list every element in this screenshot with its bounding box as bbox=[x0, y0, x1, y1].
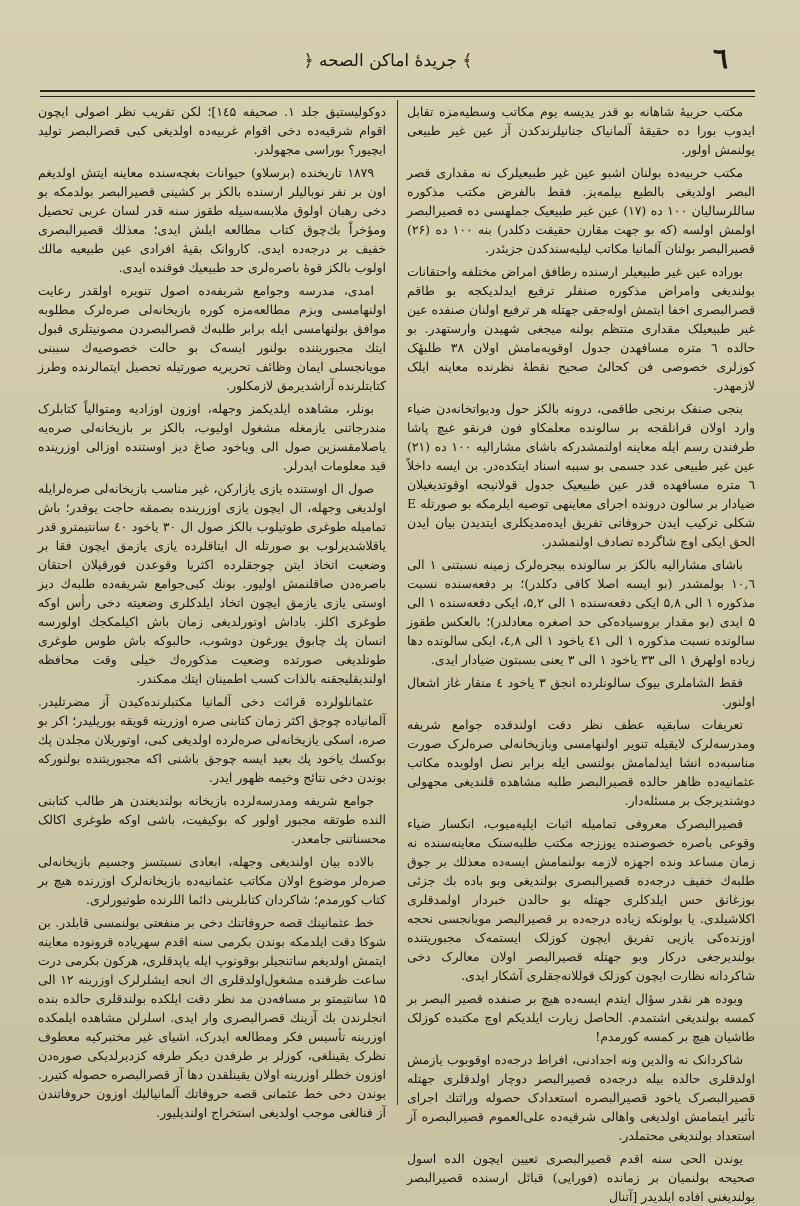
paragraph: صول ال اوستنده یازی یازارکن، غیر مناسب بازیخانه‌لی صره‌لرایله اولدیغی وجهله، ال ایچون یازی اوزرینده بصمقه حاجت یوقدر؛ باش تمامیله طوغری طوتیلوب بالکز صول ال ۳۰ یاخود ٤۰ سانتیمترو قدر یاقلاشدیرلوب بو صورتله ال ایتاقلرده یازی یازمق ایچون فقا بر وضعیت اتخاذ ایتن چوجقلرده اکثریا وقوعدن فورقیلان احتقان باصره‌دن صاقلنمش اولیور. بونك کبی‌جوامع شریفه‌ده طلبه‌ك دیز اوستی یازی یازمق ایچون اتخاذ ایلدکلری وضعیته دخی رأس اوکه طوغری اکلز. باداش اوتورلدیغی زمان باش اکیلمکجك اولورسه انسان پك چابوق یورغون دوشوب، حالبوکه باش طوس طوغری طوتلدیغی صورتده وضعیت مذکوره‌ك خیلی وقت محافظه اولندیقلیجقنه بالذات کسب اطمینان ایتك ممکندر. bbox=[38, 481, 386, 686]
column-divider bbox=[397, 100, 398, 1105]
paragraph: باشای مشارالیه بالکز بر سالونده بیجره‌لرک زمینه نسبتنی ۱ الی ۱۰,٦ بولمشدر (بو ایسه اصلا کافی دکلدر)؛ بر دفعه‌سنده نسبت مذکوره ۱ الی ۵,۸ ایکی دفعه‌سنده ۱ الی ۵,۲، ایکی دفعه‌سنده ۱ الی ۵ ایدی (بو مقدار بروسیاده‌کی حد اصغره معادلدر)؛ بالعکس طقوز سالونده نسبت مذکوره ۱ الی ٤۱ یاخود ۱ الی ٤,۸، ایکی سالونده دها زیاده اولهرق ۱ الی ۳۳ یاخود ۱ الی ۳ یعنی بسبتون ضیادار ایدی. bbox=[407, 557, 755, 667]
paragraph: امدی، مدرسه وجوامع شریفه‌ده اصول تنویره اولقدر رعایت اولنهامسی وبزم مطالعه‌مزه کوره بازیخانه‌لی صره‌لرک مطلوبه موافق بولنهامسی ایله برابر طلبه‌ك قصرالبصردن مصونیتلری قبول ایتك مجبوریتنده بولنور ایسه‌ک بو حالت خصوصیه‌ك سببنی مویانجسلی ایمان وظائف تحریریه صورتیله تحصیل ایتمالرنده وطرز کتابتلرنده آراشدیرمق لازمکلور. bbox=[38, 283, 386, 393]
paragraph: جوامع شریفه ومدرسه‌لرده بازیخانه بولندیغندن هر طالب کتابنی النده طوتقه مجبور اولور که بوکیفیت، باشی اوکه طوغری اکالک محسناتنی جامعدر. bbox=[38, 793, 386, 846]
journal-title: ﴿ جريدهٔ اماکن الصحه ﴾ bbox=[303, 51, 473, 71]
paragraph: قصیرالبصرک معروفی تمامیله اثبات ایلیه‌میوب، انکسار ضیاء وقوعی باصره خصوصنده یوززجه مکتب طلبه‌سنک معاینه‌سنده نه زمان مساعد ونده اجهزه لازمه بولنمامش ایسه‌ده معذلك بر جوق طلبه‌ك خفیف درجه‌ده قصیرالبصری بولندیغی وبو باده بك جزئی بوزغانق حس ایلدکلری جهتله بو حالدن خبردار اولمدقلری اکلاشیلدی. یا بولونکه زیاده درجه‌ده بر قصیرالبصر مویانجسی نحجه اوزنده‌کی یازیی تفریق ایچون کوزلک ایستمه‌ک مجبوریتنده بولندیرجغی درکار وبو جهتله قصیرالبصر اولان معالرک دخی شاکردانه نظارت ایچون کوزلک قوللانه‌جقلری آشکار ایدی. bbox=[407, 816, 755, 983]
paragraph: شاکردانک نه والدین ونه اجدادنی، افراط درجه‌ده اوقوبوب یازمش اولدقلری حالده بیله درجه‌ده قصیرالبصر دوچار اولدقلری جهتله قصیرالبصرک یاخود قصیرالبصره استعدادک حصوله وراثتك اجرای تأثیر ایتمامش اولدیغی واهالی شرقیه‌ده علی‌العموم قصیرالبصره آز استعداد بولندیغی محتملدر. bbox=[407, 1052, 755, 1143]
paragraph: بوراده عین غیر طبیعیلر ارسنده رطافق امراض مختلفه واحتقانات بولندیغی وامراض مذکوره صنفلر ترفیع ایدلدیکجه بو طاقم قصرالبصری اخفا ایتمش اوله‌جقی جهتله هر ترفیع اولنان صنفده عین غیر طبیعیلک مقداری منتظم بولنه میجغی شهیدن وارستهدر. بو حالده ٦ متره مسافهدن جدول اوقویه‌مامش اولان ۳۸ طلبهٔک کوزلری خصوصی فن کحالیٔ صحیح نقطهٔ نظرنده معاینه ایلک لازمهدر. bbox=[407, 264, 755, 393]
paragraph: دوکولیستیق جلد ۱. صحیفه ۱٤۵]؛ لکن تقریب نظر اصولی ایچون اقوام شرقیه‌ده دخی اقوام غربیه‌ده اولدیغی کبی قصرالبصر تولید ایچیور؟ بوراسی مجهولدر. bbox=[38, 104, 386, 157]
page-header bbox=[38, 40, 738, 90]
paragraph: خط عثمانینك قصه حروفاتنك دخی بر منفعتی بولنمسی قابلدر. بن شوکا دقت ایلدمکه بوندن بکرمی سنه اقدم سهریاده قرونوده معاینه ایتمش اولدیغم ساتنجیلر بوقونوپ ایله یاپدقلری، هرکون بکرمی درت ساعت ظرفنده مشغول‌اولدقلری اك انجه ایشلرلرک اوزرینه ۱۲ الی ۱۵ سانتیمتو بر مسافه‌دن مد نظر دقت ایلکده بولندقلری حالده بنده انجلرندن بك آزینك قصرالبصری وار ایدی. اسلرلن مشاهده ایلمکده اوزرینه تأسیس فکر ومطالعه ایدرک، اشیای غیر مختبرکیه معطوف نظرک یقینلغی، کوزلر بر طرفدن دیکر طرفه کزدیرلدیکی صوره‌دن اوزون خطلر اوزرینه اولان یقینلقدن دها آز قصرالبصره حصوله کتیرر. بوندن دخی خط عثمانی قصه حروفاتك آلمانیالیك اوزون حروفاتندن آز فنالغی موجب اولدیغی استخراج اولندیلیور. bbox=[38, 915, 386, 1120]
paragraph: مکتب حربیهٔ شاهانه بو قدر یدیسه یوم مکاتب وسطیه‌مزه تقابل ایدوب بورا ده حقیقهٔ آلمانیاک جنانیلرندکدن آز عین غیر طبیعی یولنمش اولور. bbox=[407, 104, 755, 157]
paragraph: تعریفات سابقیه عطف نظر دقت اولندقده جوامع شریفه ومدرسه‌لرک لایقیله تنویر اولنهامسی وبازیخانه‌لی صره‌لرک صورت مناسبه‌ده انشا ایدلمامش بولنسی ایله برابر نصل اولوبده مکاتب عثمانیه‌ده ظاهر حالده قصیرالبصر طلبه مشاهده قلندیغی مجهولی دوشندیرجک بر مسئله‌دار. bbox=[407, 717, 755, 808]
paragraph: یوندن الحی سنه اقدم قصیرالبصری تعیین ایچون الده اسول صحیحه بولنمیان بر زمانده (فورایی) قبائل ارسنده قصیرالبصر بولندیغنی افاده ایلدیدر [آتنال bbox=[407, 1151, 755, 1204]
paragraph: عثمانلولرده قرائت دخی آلمانیا مکتبلرنده‌کیدن آز مضرتلیدر. آلمانیاده چوجق اکثر زمان کتابنی صره اوزرینه قویقه بوریلیدر؛ اکر بو صره، اسکی یازیخانه‌لی صره‌لرده اولدیغی کبی، اوتوریلان مجلدن پك بوکسك یاخود پك بعید ایسه چوجق باشنی اکه مجبوریتنده بولنورکه بوندن دخی نتائج وخیمه ظهور ایدر. bbox=[38, 694, 386, 785]
paragraph: ۱۸۷۹ تاریخنده (برسلاو) حیوانات بغچه‌سنده معاینه ایتش اولدیغم اون بر نفر نوبالیلر ارسنده بالکز بر کشینی قصیرالبصر بولدمکه بو دخی رهبان اولوق ملابسه‌سیله طقوز سنه قدر لسان عربی تحصیل ومؤخراً بك‌چوق کتاب مطالعه ایلش ایدی؛ معذلك قصیرالبصری خفیف بر درجه‌ده ایدی. کاروانک بقیهٔ افرادی عین طبیعیه مالك اولوب بالکز قوهٔ باصره‌لری حد طبیعیك فوقنده ایدی. bbox=[38, 165, 386, 275]
paragraph: فقط الشاملری بیوک سالونلرده انجق ۳ یاخود ٤ منقار غاز اشعال اولنور. bbox=[407, 675, 755, 709]
paragraph: بالاده بیان اولندیغی وجهله، ابعادی نسبتسز وجسیم بازیخانه‌لی صره‌لر موضوع اولان مکاتب عثمانیه‌ده بازیخانه‌لرک اوزرنده هیچ بر کتاب کورمدم؛ شاکردان کتابلرینی دائما اللرنده طوتیورلری. bbox=[38, 854, 386, 907]
paragraph: وبوده هر نقدر سؤال ایتدم ایسه‌ده هیچ بر صنفده قصیر البصر بر کمسه بولندیغی اشتمدم. الحاصل زیارت ایلدیکم اوچ مکتبده کوزلک طاشیان هیچ بر کمسه کورمدم! bbox=[407, 991, 755, 1044]
left-column bbox=[38, 102, 386, 1120]
page-number: ٦ bbox=[712, 42, 728, 75]
header-rule bbox=[40, 90, 755, 97]
paragraph: مکتب حربیه‌ده بولنان اشبو عین غیر طبیعیلرک نه مقداری قصر البصر اولدیغی بالطبع بیلمه‌یز. فقط بالفرض مکتب مذکوره ساللرسالیان ۱۰۰ ده (۱۷) عین غیر طبیعیک جملهسی ده قصیرالبصر اولمش اولسه (که بو جهت مقارن حقیقت دکلدر) بنه ۱۰۰ ده (۲۶) قصیرالبصر بولنان آلمانیا مکاتب لیلیه‌سندکدن جزیئدر. bbox=[407, 165, 755, 256]
paragraph: بونلر، مشاهده ایلدیکمز وجهله، اوزون اوزادیه ومتوالیاً کتابلرک مندرجاتنی یازمغله مشغول اولیوب، بالکز بر بازیخانه‌لی صره‌یه یاصلامقسزین صول الی ویاخود صاغ دیز اوستنده اوزالی اوزرینده قید معلومات ایدرلر. bbox=[38, 401, 386, 473]
right-column bbox=[407, 102, 755, 1204]
paragraph: بنجی صنفک برنجی طاقمی، درونه بالکز حول ودیواتخانه‌دن ضیاء وارد اولان قرانلقجه بر سالونده معلمکاو فون فرنقو غیچ پاشا طرفندن رسم ایله معاینه اولنمشدرکه باشای مشارالیه ۱۰۰ ده (۲۱) عین غیر طبیعی عدد جسمی بو سببه اسناد ایتکده‌در. بن ایسه داخلاً ٦ متره مسافهده قدر عین طبیعیک جدول قولانیجه اوقوتدیغیلان ضیادار بر سالون درونده اجرای معاینهی توصیه ایلرمکه بو صورتله E شکلی ترکیب ایدن حروفاتی تفریق ایده‌مدیکلری ایتدیدن بیان ایدن الحق ایکی اوچ شاگرده تصادف اولنمشدر. bbox=[407, 401, 755, 549]
